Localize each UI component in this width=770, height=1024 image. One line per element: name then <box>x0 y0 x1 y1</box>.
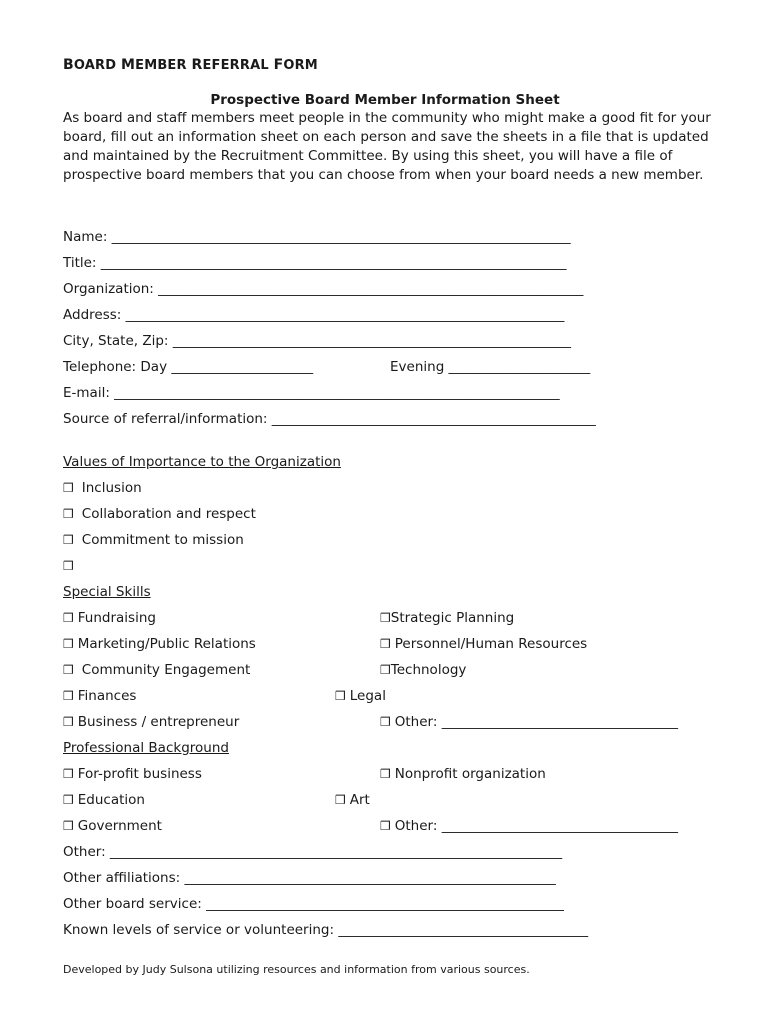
form-title-part: OARD <box>73 58 121 73</box>
background-label: Education <box>77 792 145 808</box>
checkbox-icon[interactable]: ❒ <box>380 611 391 625</box>
organization-field[interactable]: Organization: _______________________________________________________________ <box>63 281 584 297</box>
skill-label: Personnel/Human Resources <box>394 636 588 652</box>
values-heading: Values of Importance to the Organization <box>63 454 341 470</box>
footer-credit: Developed by Judy Sulsona utilizing resources and information from various sources. <box>63 963 530 976</box>
background-label: For-profit business <box>77 766 202 782</box>
skill-strategic-planning[interactable] <box>380 609 514 627</box>
other-affiliations-field[interactable]: Other affiliations: _______________________________________________________ <box>63 870 556 886</box>
form-title-part: B <box>63 57 74 73</box>
email-field[interactable]: E-mail: __________________________________________________________________ <box>63 385 560 401</box>
skill-label: Other: ___________________________________ <box>394 714 678 730</box>
skill-community-engagement[interactable] <box>63 661 250 679</box>
checkbox-icon[interactable]: ❒ <box>63 819 74 833</box>
value-item-blank[interactable] <box>63 557 82 575</box>
form-title-part: M <box>120 57 136 73</box>
background-art[interactable] <box>335 791 370 809</box>
background-education[interactable] <box>63 791 145 809</box>
title-field[interactable]: Title: _____________________________________________________________________ <box>63 255 567 271</box>
checkbox-icon[interactable]: ❒ <box>380 637 391 651</box>
skill-label: Finances <box>77 688 137 704</box>
skill-marketing[interactable] <box>63 635 256 653</box>
background-label: Art <box>349 792 370 808</box>
skill-fundraising[interactable] <box>63 609 156 627</box>
value-label: Inclusion <box>81 480 142 496</box>
value-item-inclusion[interactable] <box>63 479 142 497</box>
checkbox-icon[interactable]: ❒ <box>63 663 74 677</box>
form-title-part: ORM <box>283 58 318 73</box>
background-nonprofit[interactable] <box>380 765 546 783</box>
skill-label: Technology <box>390 662 467 678</box>
checkbox-icon[interactable]: ❒ <box>63 767 74 781</box>
background-government[interactable] <box>63 817 162 835</box>
telephone-day-field[interactable]: Telephone: Day _____________________ <box>63 359 314 375</box>
checkbox-icon[interactable]: ❒ <box>335 689 346 703</box>
checkbox-icon[interactable]: ❒ <box>335 793 346 807</box>
name-field[interactable]: Name: ____________________________________________________________________ <box>63 229 571 245</box>
source-field[interactable]: Source of referral/information: ________________________________________________ <box>63 411 596 427</box>
checkbox-icon[interactable]: ❒ <box>63 481 74 495</box>
other-board-service-field[interactable]: Other board service: _____________________________________________________ <box>63 896 564 912</box>
city-state-zip-field[interactable]: City, State, Zip: ___________________________________________________________ <box>63 333 572 349</box>
checkbox-icon[interactable]: ❒ <box>380 715 391 729</box>
value-label: Commitment to mission <box>81 532 244 548</box>
form-title-part: F <box>273 57 284 73</box>
background-heading: Professional Background <box>63 740 229 756</box>
service-volunteering-field[interactable]: Known levels of service or volunteering: _____________________________________ <box>63 922 589 938</box>
background-label: Other: ___________________________________ <box>394 818 678 834</box>
checkbox-icon[interactable]: ❒ <box>380 819 391 833</box>
value-item-commitment[interactable] <box>63 531 244 549</box>
address-field[interactable]: Address: _________________________________________________________________ <box>63 307 565 323</box>
background-forprofit[interactable] <box>63 765 202 783</box>
skill-label: Community Engagement <box>81 662 251 678</box>
checkbox-icon[interactable]: ❒ <box>63 611 74 625</box>
checkbox-icon[interactable]: ❒ <box>63 793 74 807</box>
checkbox-icon[interactable]: ❒ <box>63 533 74 547</box>
form-title <box>63 57 318 73</box>
checkbox-icon[interactable]: ❒ <box>63 507 74 521</box>
background-label: Government <box>77 818 162 834</box>
checkbox-icon[interactable]: ❒ <box>380 767 391 781</box>
background-other[interactable] <box>380 817 678 835</box>
checkbox-icon[interactable]: ❒ <box>63 715 74 729</box>
form-title-part: EMBER <box>135 58 192 73</box>
skill-finances[interactable] <box>63 687 136 705</box>
checkbox-icon[interactable]: ❒ <box>63 559 74 573</box>
telephone-evening-field[interactable]: Evening _____________________ <box>390 359 591 375</box>
checkbox-icon[interactable]: ❒ <box>380 663 391 677</box>
skill-legal[interactable] <box>335 687 386 705</box>
value-item-collaboration[interactable] <box>63 505 256 523</box>
value-label: Collaboration and respect <box>81 506 256 522</box>
skill-other[interactable] <box>380 713 678 731</box>
sheet-title: Prospective Board Member Information Sheet <box>210 92 560 108</box>
skills-heading: Special Skills <box>63 584 151 600</box>
skill-label: Fundraising <box>77 610 156 626</box>
form-title-part: EFERRAL <box>202 58 274 73</box>
form-title-part: R <box>191 57 203 73</box>
skill-label: Business / entrepreneur <box>77 714 240 730</box>
skill-label: Legal <box>349 688 386 704</box>
background-label: Nonprofit organization <box>394 766 546 782</box>
checkbox-icon[interactable]: ❒ <box>63 637 74 651</box>
skill-business[interactable] <box>63 713 239 731</box>
other-field[interactable]: Other: ___________________________________________________________________ <box>63 844 563 860</box>
skill-label: Marketing/Public Relations <box>77 636 256 652</box>
skill-personnel[interactable] <box>380 635 587 653</box>
skill-label: Strategic Planning <box>390 610 515 626</box>
intro-paragraph: As board and staff members meet people in the community who might make a good fit for your board, fill out an information sheet on each person and save the sheets in a file that is updated and maintained by the Recruitment Committee. By using this sheet, you will have a file of prospective board members that you can choose from when your board needs a new member. <box>63 110 711 183</box>
checkbox-icon[interactable]: ❒ <box>63 689 74 703</box>
skill-technology[interactable] <box>380 661 466 679</box>
